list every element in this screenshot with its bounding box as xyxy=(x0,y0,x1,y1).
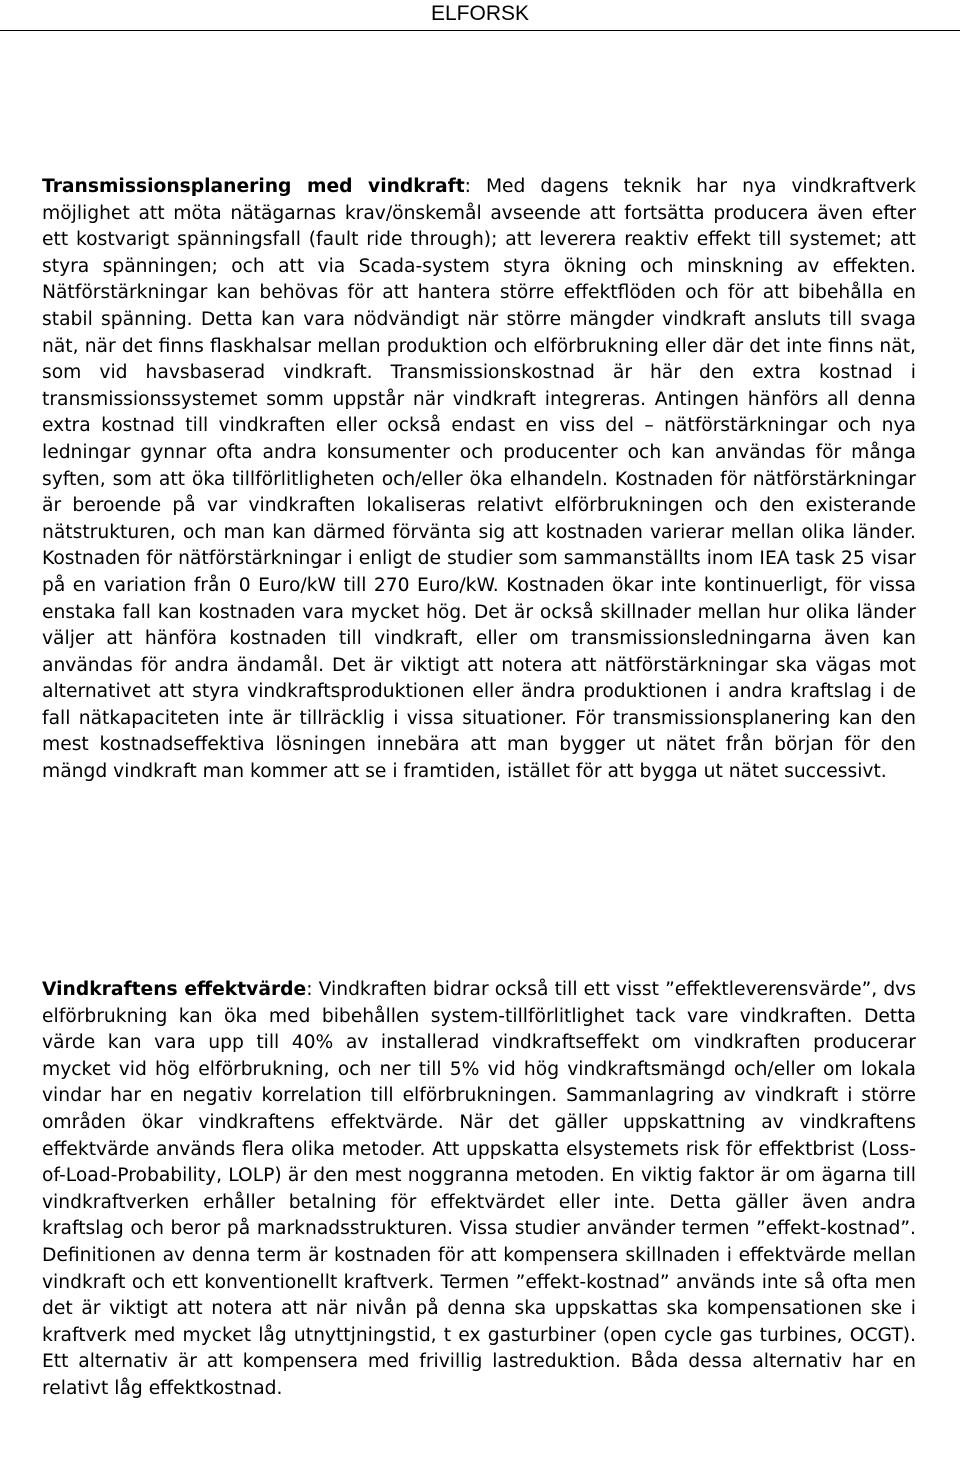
page-header xyxy=(0,0,960,31)
paragraph-heading: Vindkraftens effektvärde xyxy=(42,979,307,1000)
heading-separator: : xyxy=(464,176,486,197)
paragraph-body: Med dagens teknik har nya vindkraftverk möjlighet att möta nätägarnas krav/önskemål avseende att fortsätta producera även efter ett kostvarigt spänningsfall (fault ride through); att leverera reaktiv effekt till systemet; att styra spänningen; och att via Scada-system styra ökning och minskning av effekten. Nätförstärkningar kan behövas för att hantera större effektflöden och för att bibehålla en stabil spänning. Detta kan vara nödvändigt när större mängder vindkraft ansluts till svaga nät, när det finns flaskhalsar mellan produktion och elförbrukning eller där det inte finns nät, som vid havsbaserad vindkraft. Transmissionskostnad är här den extra kostnad i transmissionssystemet somm uppstår när vindkraft integreras. Antingen hänförs all denna extra kostnad till vindkraften eller också endast en viss del – nätförstärkningar och nya ledningar gynnar ofta andra konsumenter och producenter och kan användas för många syften, som att öka tillförlitligheten och/eller öka elhandeln. Kostnaden för nätförstärkningar är beroende på var vindkraften lokaliseras relativt elförbrukningen och den existerande nätstrukturen, och man kan därmed förvänta sig att kostnaden varierar mellan olika länder. Kostnaden för nätförstärkningar i enligt de studier som sammanställts inom IEA task 25 visar på en variation från 0 Euro/kW till 270 Euro/kW. Kostnaden ökar inte kontinuerligt, för vissa enstaka fall kan kostnaden vara mycket hög. Det är också skillnader mellan hur olika länder väljer att hänföra kostnaden till vindkraft, eller om transmissionsledningarna även kan användas för andra ändamål. Det är viktigt att notera att nätförstärkningar ska vägas mot alternativet att styra vindkraftsproduktionen eller ändra produktionen i andra kraftslag i de fall nätkapaciteten inte är tillräcklig i vissa situationer. För transmissionsplanering kan den mest kostnadseffektiva lösningen innebära att man bygger ut nätet från början för den mängd vindkraft man kommer att se i framtiden, istället för att bygga ut nätet successivt. xyxy=(42,176,916,783)
paragraph-transmissionsplanering xyxy=(42,174,916,786)
header-title: ELFORSK xyxy=(430,2,530,25)
paragraph-heading: Transmissionsplanering med vindkraft xyxy=(42,176,465,197)
paragraph-effektvarde xyxy=(42,977,916,1403)
heading-separator: : xyxy=(306,979,319,1000)
paragraph-body: Vindkraften bidrar också till ett visst ”effektleverensvärde”, dvs elförbrukning kan öka med bibehållen system-tillförlitlighet tack vare vindkraften. Detta värde kan vara upp till 40% av installerad vindkraftseffekt om vindkraften producerar mycket vid hög elförbrukning, och ner till 5% vid hög vindkraftsmängd och/eller om lokala vindar har en negativ korrelation till elförbrukningen. Sammanlagring av vindkraft i större områden ökar vindkraftens effektvärde. När det gäller uppskattning av vindkraftens effektvärde används flera olika metoder. Att uppskatta elsystemets risk för effektbrist (Loss-of-Load-Probability, LOLP) är den mest noggranna metoden. En viktig faktor är om ägarna till vindkraftverken erhåller betalning för effektvärdet eller inte. Detta gäller även andra kraftslag och beror på marknadsstrukturen. Vissa studier använder termen ”effekt-kostnad”. Definitionen av denna term är kostnaden för att kompensera skillnaden i effektvärde mellan vindkraft och ett konventionellt kraftverk. Termen ”effekt-kostnad” används inte så ofta men det är viktigt att notera att när nivån på denna ska uppskattas ska kompensationen ske i kraftverk med mycket låg utnyttjningstid, t ex gasturbiner (open cycle gas turbines, OCGT). Ett alternativ är att kompensera med frivillig lastreduktion. Båda dessa alternativ har en relativt låg effektkostnad. xyxy=(42,979,916,1399)
